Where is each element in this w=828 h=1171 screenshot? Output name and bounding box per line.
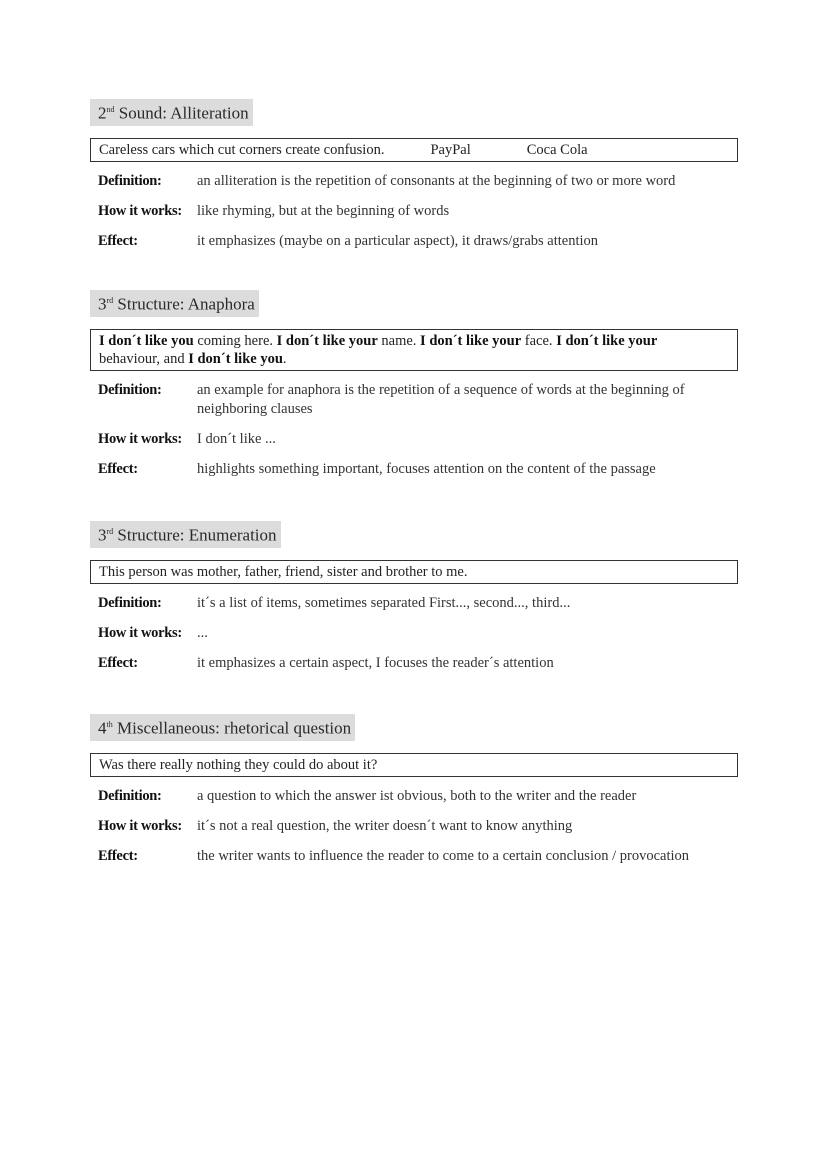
heading-title: Structure: Enumeration bbox=[117, 525, 277, 545]
example-emphasis: I don´t like your bbox=[556, 332, 658, 349]
effect-label: Effect: bbox=[98, 654, 138, 671]
example-text: PayPal bbox=[430, 141, 471, 158]
example-emphasis: I don´t like you bbox=[188, 350, 283, 367]
example-text: behaviour, and bbox=[99, 350, 189, 367]
example-box bbox=[90, 138, 738, 162]
section-heading bbox=[90, 290, 259, 317]
how-row bbox=[90, 624, 738, 643]
heading-ordinal: nd bbox=[106, 105, 115, 114]
heading-number: 2 bbox=[98, 103, 107, 123]
example-text: name. bbox=[377, 332, 421, 349]
heading-title: Sound: Alliteration bbox=[118, 103, 249, 123]
effect-row bbox=[90, 654, 738, 673]
heading-number: 4 bbox=[98, 718, 107, 738]
definition-label: Definition: bbox=[98, 787, 162, 804]
effect-row bbox=[90, 232, 738, 251]
how-label: How it works: bbox=[98, 202, 182, 219]
heading-title: Miscellaneous: rhetorical question bbox=[116, 718, 352, 738]
effect-label: Effect: bbox=[98, 232, 138, 249]
how-text: like rhyming, but at the beginning of words bbox=[197, 202, 450, 219]
definition-label: Definition: bbox=[98, 172, 162, 189]
section-rhetorical-question bbox=[90, 714, 738, 866]
example-emphasis: I don´t like your bbox=[276, 332, 378, 349]
heading-title: Structure: Anaphora bbox=[117, 294, 255, 314]
how-row bbox=[90, 202, 738, 221]
how-text: ... bbox=[197, 624, 208, 641]
effect-text: highlights something important, focuses attention on the content of the passage bbox=[197, 460, 656, 477]
example-box bbox=[90, 753, 738, 777]
heading-number: 3 bbox=[98, 525, 107, 545]
how-text: I don´t like ... bbox=[197, 430, 276, 447]
section-alliteration bbox=[90, 99, 738, 251]
heading-ordinal: th bbox=[106, 720, 113, 729]
how-text: it´s not a real question, the writer doesn´t want to know anything bbox=[197, 817, 573, 834]
example-text: face. bbox=[521, 332, 557, 349]
effect-text: it emphasizes a certain aspect, I focuses the reader´s attention bbox=[197, 654, 554, 671]
heading-ordinal: rd bbox=[106, 527, 114, 536]
section-heading bbox=[90, 99, 253, 126]
effect-label: Effect: bbox=[98, 847, 138, 864]
definition-row bbox=[90, 381, 738, 419]
definition-row bbox=[90, 787, 738, 806]
effect-text: it emphasizes (maybe on a particular aspect), it draws/grabs attention bbox=[197, 232, 599, 249]
definition-text: it´s a list of items, sometimes separated First..., second..., third... bbox=[197, 594, 571, 611]
definition-text: an example for anaphora is the repetition of a sequence of words at the beginning of neighboring clauses bbox=[197, 381, 685, 417]
how-label: How it works: bbox=[98, 817, 182, 834]
effect-row bbox=[90, 460, 738, 479]
example-text: Coca Cola bbox=[526, 141, 588, 158]
example-text: . bbox=[282, 350, 287, 367]
definition-row bbox=[90, 594, 738, 613]
example-text: This person was mother, father, friend, sister and brother to me. bbox=[99, 563, 468, 580]
definition-label: Definition: bbox=[98, 381, 162, 398]
effect-row bbox=[90, 847, 738, 866]
how-label: How it works: bbox=[98, 430, 182, 447]
definition-label: Definition: bbox=[98, 594, 162, 611]
section-anaphora bbox=[90, 290, 738, 479]
how-label: How it works: bbox=[98, 624, 182, 641]
effect-label: Effect: bbox=[98, 460, 138, 477]
definition-text: an alliteration is the repetition of consonants at the beginning of two or more word bbox=[197, 172, 676, 189]
example-box bbox=[90, 329, 738, 371]
example-text: Careless cars which cut corners create confusion. bbox=[99, 141, 385, 158]
how-row bbox=[90, 817, 738, 836]
effect-text: the writer wants to influence the reader to come to a certain conclusion / provocation bbox=[197, 847, 690, 864]
example-emphasis: I don´t like you bbox=[99, 332, 194, 349]
heading-number: 3 bbox=[98, 294, 107, 314]
heading-ordinal: rd bbox=[106, 296, 114, 305]
definition-row bbox=[90, 172, 738, 191]
example-text: Was there really nothing they could do about it? bbox=[99, 756, 378, 773]
example-text: coming here. bbox=[193, 332, 277, 349]
section-heading bbox=[90, 521, 281, 548]
definition-text: a question to which the answer ist obvious, both to the writer and the reader bbox=[197, 787, 637, 804]
example-box bbox=[90, 560, 738, 584]
how-row bbox=[90, 430, 738, 449]
section-enumeration bbox=[90, 521, 738, 673]
example-emphasis: I don´t like your bbox=[420, 332, 522, 349]
section-heading bbox=[90, 714, 355, 741]
